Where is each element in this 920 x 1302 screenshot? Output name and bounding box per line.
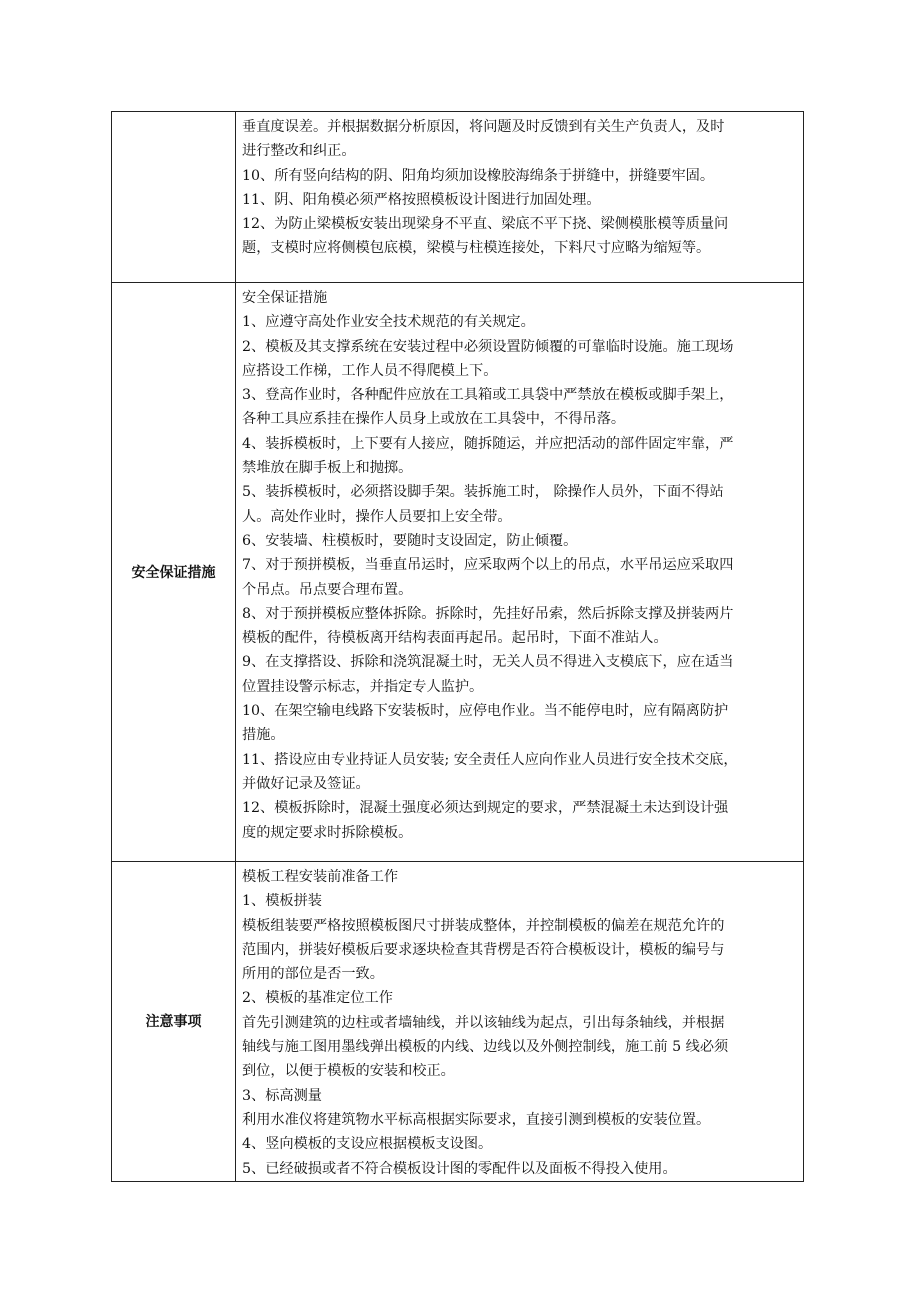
- text-line: 8、对于预拼模板应整体拆除。拆除时，先挂好吊索，然后拆除支撑及拼装两片: [242, 605, 734, 622]
- text-line: 11、阴、阳角模必须严格按照模板设计图进行加固处理。: [242, 191, 601, 208]
- text-line: 到位，以便于模板的安装和校正。: [242, 1063, 455, 1080]
- text-line: 题，支模时应将侧模包底模，梁模与柱模连接处，下料尺寸应略为缩短等。: [242, 240, 711, 257]
- text-line: 应搭设工作梯，工作人员不得爬模上下。: [242, 362, 498, 379]
- text-line: 禁堆放在脚手板上和抛掷。: [242, 460, 413, 477]
- row-label: 安全保证措施: [112, 283, 236, 862]
- text-line: 利用水准仪将建筑物水平标高根据实际要求，直接引测到模板的安装位置。: [242, 1111, 711, 1128]
- text-line: 模板工程安装前准备工作: [242, 869, 399, 885]
- table-row: [112, 862, 804, 1182]
- text-line: 进行整改和纠正。: [242, 143, 356, 160]
- text-line: 轴线与施工图用墨线弹出模板的内线、边线以及外侧控制线，施工前 5 线必须: [242, 1039, 729, 1056]
- text-line: 3、登高作业时，各种配件应放在工具箱或工具袋中严禁放在模板或脚手架上，: [242, 387, 734, 404]
- row-content: [236, 112, 804, 283]
- text-line: 范围内，拼装好模板后要求逐块检查其背楞是否符合模板设计，模板的编号与: [242, 941, 725, 958]
- table-row: [112, 112, 804, 283]
- row-label: [112, 112, 236, 283]
- text-line: 7、对于预拼模板，当垂直吊运时，应采取两个以上的吊点，水平吊运应采取四: [242, 557, 734, 574]
- row-content: [236, 862, 804, 1182]
- text-line: 5、已经破损或者不符合模板设计图的零配件以及面板不得投入使用。: [242, 1160, 677, 1177]
- text-line: 度的规定要求时拆除模板。: [242, 824, 413, 841]
- text-line: 措施。: [242, 727, 285, 744]
- text-line: 4、装拆模板时，上下要有人接应，随拆随运，并应把活动的部件固定牢靠，严: [242, 435, 734, 452]
- text-line: 2、模板的基准定位工作: [242, 990, 393, 1007]
- text-line: 模板的配件，待模板离开结构表面再起吊。起吊时，下面不准站人。: [242, 630, 668, 647]
- row-label: 注意事项: [112, 862, 236, 1182]
- text-line: 1、模板拼装: [242, 893, 322, 910]
- text-line: 11、搭设应由专业持证人员安装; 安全责任人应向作业人员进行安全技术交底，: [242, 751, 738, 768]
- text-line: 10、所有竖向结构的阴、阳角均须加设橡胶海绵条于拼缝中，拼缝要牢固。: [242, 167, 715, 184]
- text-line: 所用的部位是否一致。: [242, 966, 384, 983]
- text-line: 模板组装要严格按照模板图尺寸拼装成整体，并控制模板的偏差在规范允许的: [242, 917, 725, 934]
- text-line: 12、模板拆除时，混凝土强度必须达到规定的要求，严禁混凝土未达到设计强: [242, 800, 729, 817]
- text-line: 6、安装墙、柱模板时，要随时支设固定，防止倾覆。: [242, 532, 578, 549]
- text-line: 个吊点。吊点要合理布置。: [242, 581, 413, 598]
- table-row: [112, 283, 804, 862]
- text-line: 12、为防止梁模板安装出现梁身不平直、梁底不平下挠、梁侧模胀模等质量问: [242, 216, 729, 233]
- row-content: [236, 283, 804, 862]
- text-line: 人。高处作业时，操作人员要扣上安全带。: [242, 508, 512, 525]
- text-line: 9、在支撑搭设、拆除和浇筑混凝土时，无关人员不得进入支模底下，应在适当: [242, 654, 734, 671]
- text-line: 2、模板及其支撑系统在安装过程中必须设置防倾覆的可靠临时设施。施工现场: [242, 338, 734, 355]
- text-line: 1、应遵守高处作业安全技术规范的有关规定。: [242, 314, 535, 331]
- text-line: 各种工具应系挂在操作人员身上或放在工具袋中，不得吊落。: [242, 411, 626, 428]
- construction-table: [111, 111, 804, 1182]
- text-line: 4、竖向模板的支设应根据模板支设图。: [242, 1136, 493, 1153]
- text-line: 位置挂设警示标志，并指定专人监护。: [242, 678, 484, 695]
- text-line: 并做好记录及签证。: [242, 775, 370, 792]
- text-line: 5、装拆模板时，必须搭设脚手架。装拆施工时， 除操作人员外，下面不得站: [242, 484, 724, 501]
- text-line: 安全保证措施: [242, 290, 328, 306]
- text-line: 首先引测建筑的边柱或者墙轴线，并以该轴线为起点，引出每条轴线，并根据: [242, 1014, 725, 1031]
- text-line: 10、在架空输电线路下安装板时，应停电作业。当不能停电时，应有隔离防护: [242, 703, 729, 720]
- text-line: 垂直度误差。并根据数据分析原因，将问题及时反馈到有关生产负责人，及时: [242, 119, 725, 135]
- text-line: 3、标高测量: [242, 1087, 322, 1104]
